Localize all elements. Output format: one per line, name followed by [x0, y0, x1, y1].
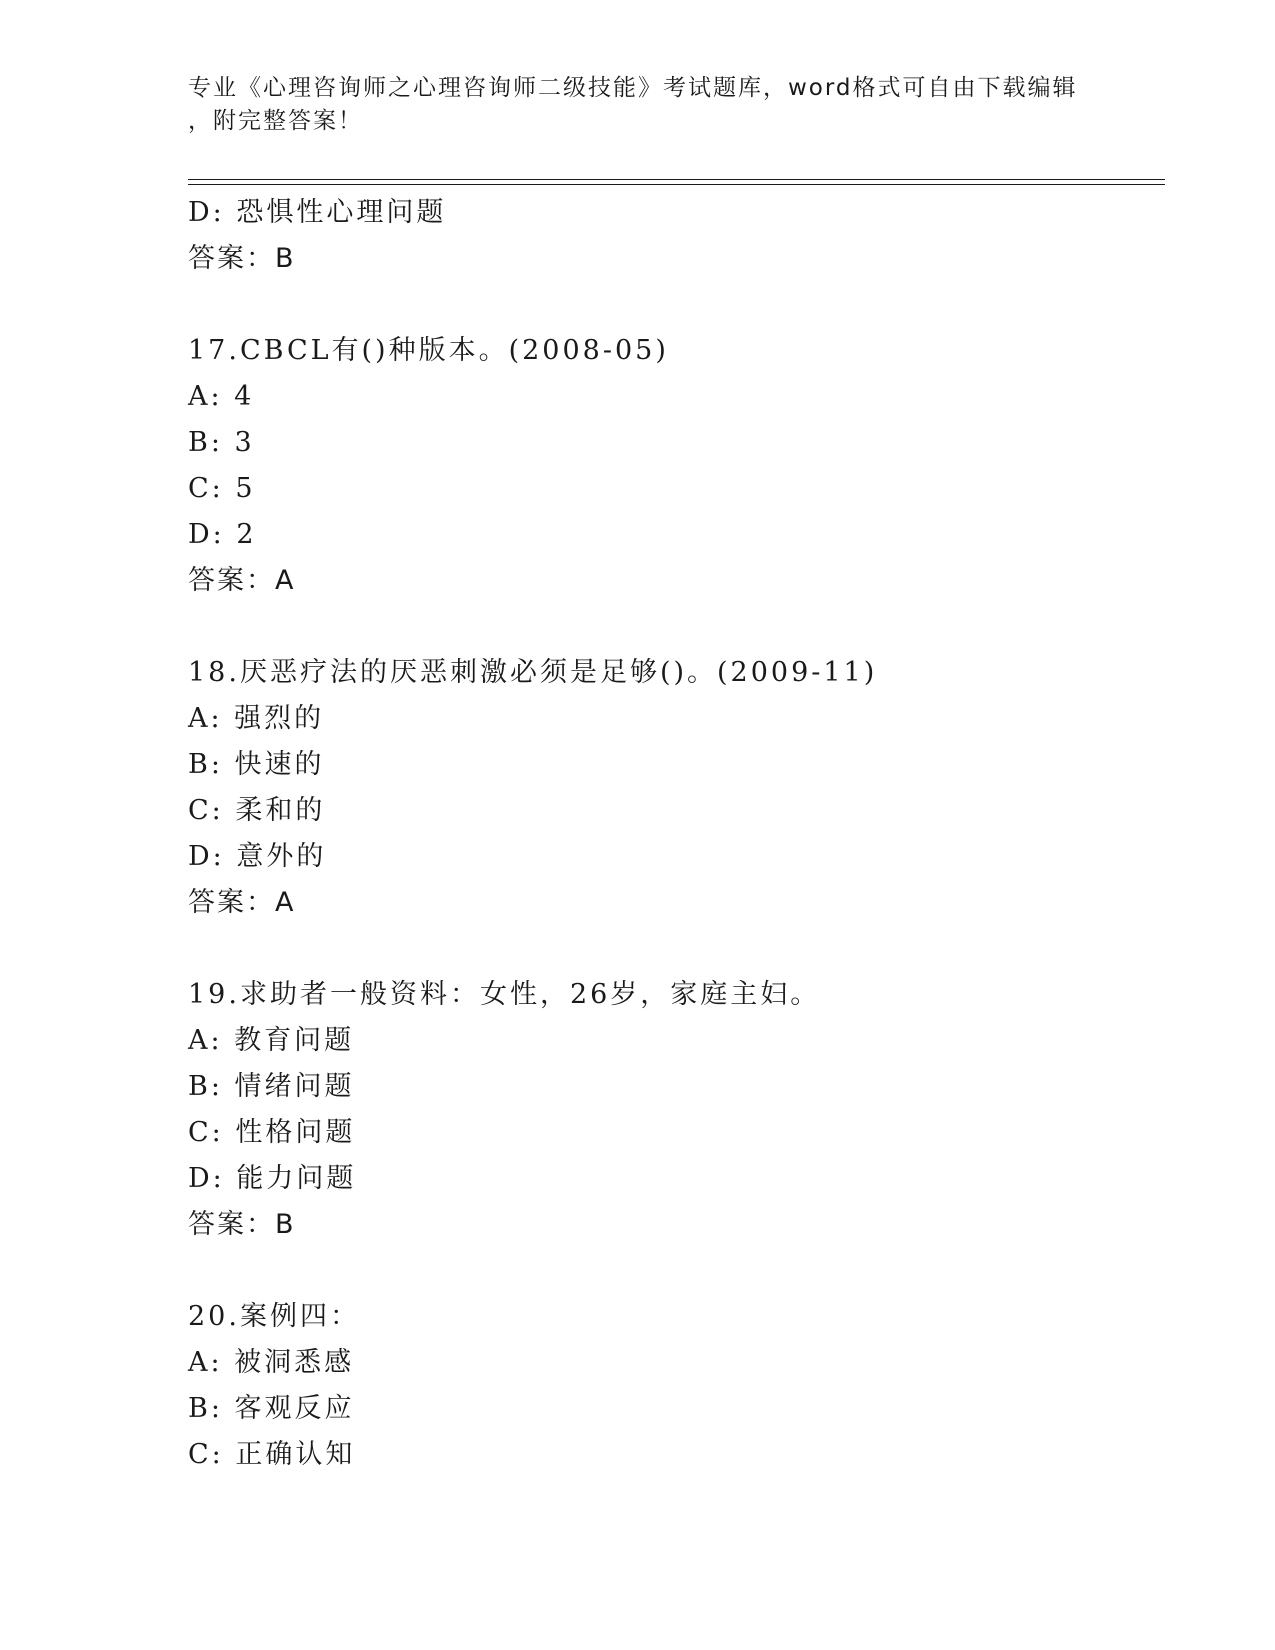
option-c: C: 5 [188, 473, 256, 504]
question-20 [188, 1294, 1168, 1478]
question-stem: 19.求助者一般资料：女性，26岁，家庭主妇。 [188, 979, 821, 1010]
document-header [188, 72, 1088, 138]
answer: 答案：A [188, 887, 296, 918]
option-b: B: 客观反应 [188, 1393, 355, 1424]
answer-prev-question: 答案：B [188, 243, 296, 274]
option-c: C: 正确认知 [188, 1439, 356, 1470]
option-c: C: 性格问题 [188, 1117, 356, 1148]
question-17 [188, 328, 1168, 604]
header-divider-top [188, 179, 1165, 180]
question-list [188, 190, 1168, 1478]
question-stem: 17.CBCL有()种版本。(2008-05) [188, 335, 669, 366]
option-a: A: 被洞悉感 [188, 1347, 355, 1378]
answer: 答案：B [188, 1209, 296, 1240]
header-line-1: 专业《心理咨询师之心理咨询师二级技能》考试题库，word格式可自由下载编辑 [188, 75, 1078, 101]
header-line-2: ，附完整答案！ [188, 108, 363, 134]
option-b: B: 3 [188, 427, 255, 458]
option-b: B: 情绪问题 [188, 1071, 355, 1102]
option-c: C: 柔和的 [188, 795, 326, 826]
question-stem: 20.案例四： [188, 1301, 360, 1332]
header-divider-bottom [188, 184, 1165, 185]
question-18 [188, 650, 1168, 926]
question-stem: 18.厌恶疗法的厌恶刺激必须是足够()。(2009-11) [188, 657, 878, 688]
option-a: A: 教育问题 [188, 1025, 355, 1056]
option-d: D: 能力问题 [188, 1163, 357, 1194]
option-d: D: 2 [188, 519, 257, 550]
option-b: B: 快速的 [188, 749, 325, 780]
question-19 [188, 972, 1168, 1248]
option-a: A: 强烈的 [188, 703, 325, 734]
option-a: A: 4 [188, 381, 255, 412]
answer: 答案：A [188, 565, 296, 596]
option-d-prev-question: D: 恐惧性心理问题 [188, 197, 447, 228]
option-d: D: 意外的 [188, 841, 327, 872]
